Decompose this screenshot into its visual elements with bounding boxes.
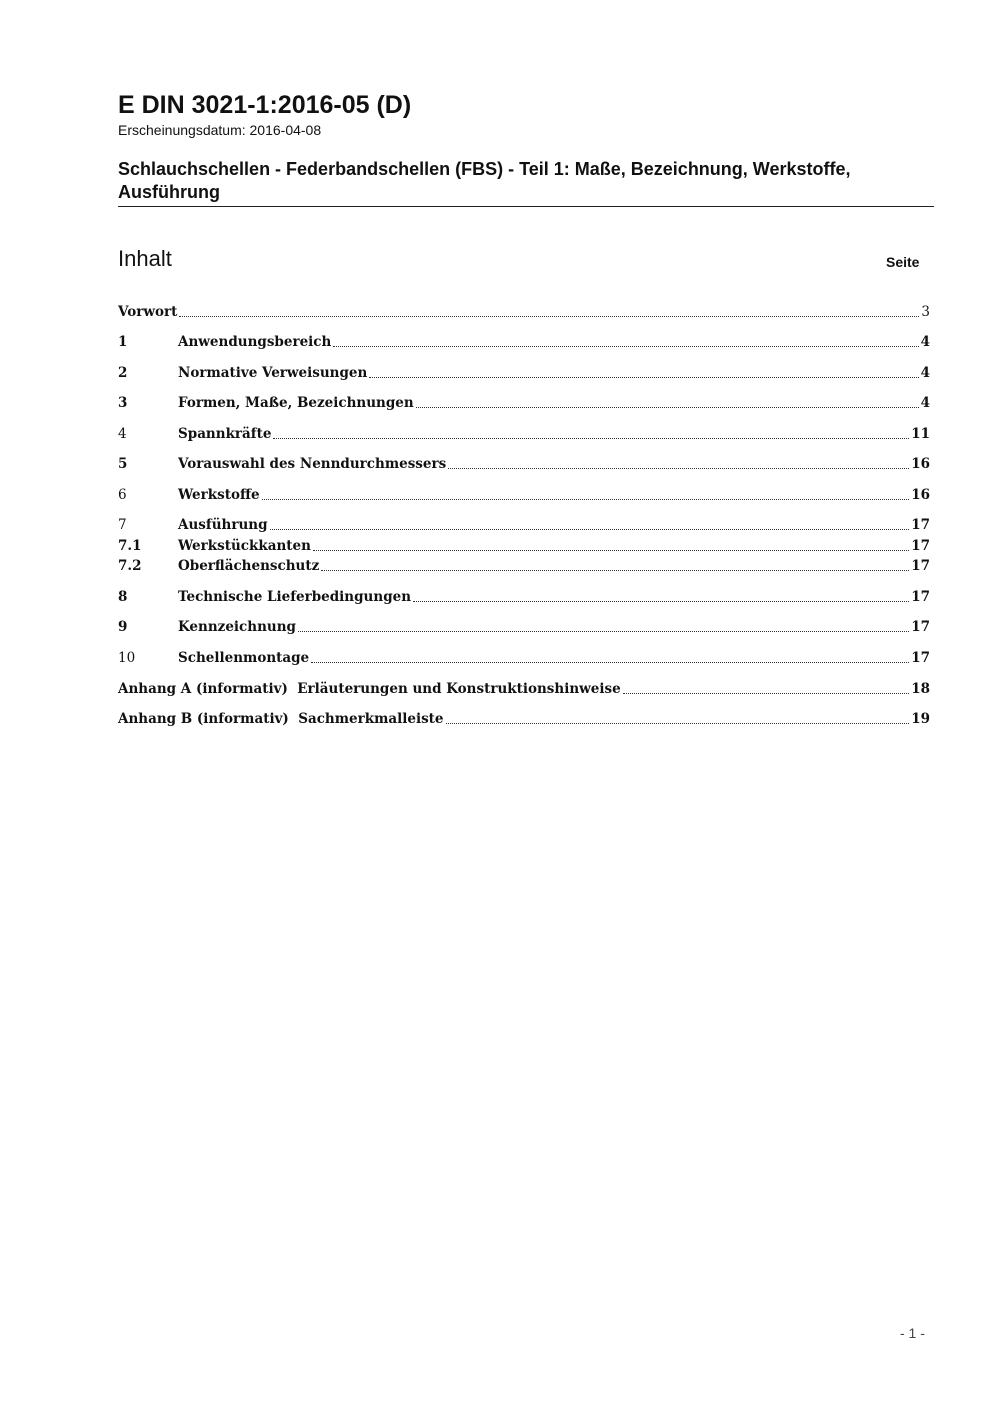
toc-entry-7-1[interactable]	[118, 536, 930, 556]
toc-entry-number: 6	[118, 487, 127, 503]
toc-entry-page: 4	[920, 334, 930, 350]
toc-entry-page: 4	[920, 365, 930, 381]
toc-entry-3[interactable]	[118, 393, 930, 413]
toc-leader-dots	[179, 316, 919, 317]
toc-entry-4[interactable]	[118, 424, 930, 444]
toc-entry-number: 10	[118, 650, 136, 666]
toc-leader-dots	[369, 377, 918, 378]
toc-entry-number: 8	[118, 589, 128, 605]
toc-entry-7-2[interactable]	[118, 556, 930, 576]
toc-entry-number: 3	[118, 395, 128, 411]
toc-entry-page: 16	[911, 456, 930, 472]
toc-entry-number: 9	[118, 619, 128, 635]
toc-page-column-label: Seite	[886, 254, 920, 270]
toc-leader-dots	[262, 499, 910, 500]
toc-entry-number: 1	[118, 334, 128, 350]
toc-leader-dots	[333, 346, 918, 347]
toc-entry-6[interactable]	[118, 485, 930, 505]
toc-entry-anhang-a[interactable]	[118, 679, 930, 699]
toc-entry-number: 4	[118, 426, 127, 442]
toc-entry-page: 16	[911, 487, 930, 503]
toc-entry-label: Schellenmontage	[178, 650, 310, 666]
toc-entry-9[interactable]	[118, 617, 930, 637]
toc-leader-dots	[623, 693, 910, 694]
toc-entry-page: 17	[911, 650, 930, 666]
annex-prefix: Anhang B (informativ)	[118, 711, 299, 727]
title-divider	[118, 206, 934, 207]
toc-entry-label: Normative Verweisungen	[178, 365, 368, 381]
footer-page-number: - 1 -	[900, 1325, 925, 1341]
toc-leader-dots	[446, 723, 910, 724]
toc-entry-label: Anhang B (informativ) Sachmerkmalleiste	[118, 711, 444, 727]
toc-entry-page: 4	[920, 395, 930, 411]
toc-entry-7[interactable]	[118, 515, 930, 535]
toc-entry-label: Werkstückkanten	[178, 538, 311, 554]
toc-entry-number: 7.1	[118, 538, 142, 554]
toc-leader-dots	[273, 438, 909, 439]
toc-entry-number: 2	[118, 365, 128, 381]
toc-leader-dots	[321, 570, 909, 571]
toc-entry-label: Oberflächenschutz	[178, 558, 320, 574]
toc-entry-page: 17	[911, 558, 930, 574]
toc-entry-label: Formen, Maße, Bezeichnungen	[178, 395, 414, 411]
toc-entry-label: Werkstoffe	[178, 487, 260, 503]
toc-leader-dots	[298, 631, 909, 632]
toc-heading: Inhalt	[118, 246, 172, 271]
toc-leader-dots	[311, 662, 909, 663]
toc-entry-2[interactable]	[118, 363, 930, 383]
toc-entry-label: Spannkräfte	[178, 426, 272, 442]
toc-entry-page: 17	[911, 589, 930, 605]
document-id: E DIN 3021-1:2016-05 (D)	[118, 91, 412, 119]
toc-leader-dots	[416, 407, 919, 408]
toc-entry-label: Vorauswahl des Nenndurchmessers	[178, 456, 447, 472]
toc-entry-label: Kennzeichnung	[178, 619, 296, 635]
toc-entry-8[interactable]	[118, 587, 930, 607]
toc-entry-number: 7	[118, 517, 127, 533]
toc-entry-10[interactable]	[118, 648, 930, 668]
toc-entry-anhang-b[interactable]	[118, 709, 930, 729]
annex-prefix: Anhang A (informativ)	[118, 681, 298, 697]
toc-entry-label: Technische Lieferbedingungen	[178, 589, 412, 605]
toc-entry-label: Anhang A (informativ) Erläuterungen und Konstruktionshinweise	[118, 681, 621, 697]
toc-entry-label: Vorwort	[118, 304, 178, 320]
toc-entry-label: Anwendungsbereich	[178, 334, 332, 350]
toc-entry-page: 18	[911, 681, 930, 697]
toc-entry-page: 11	[911, 426, 930, 442]
toc-entry-number: 7.2	[118, 558, 142, 574]
toc-entry-page: 3	[921, 304, 930, 320]
toc-entry-page: 17	[911, 538, 930, 554]
toc-entry-label: Ausführung	[178, 517, 268, 533]
toc-leader-dots	[270, 529, 910, 530]
toc-entry-page: 17	[911, 517, 930, 533]
publication-date: Erscheinungsdatum: 2016-04-08	[118, 122, 322, 138]
toc-entry-page: 19	[911, 711, 930, 727]
toc-entry-5[interactable]	[118, 454, 930, 474]
toc-leader-dots	[448, 468, 909, 469]
toc-leader-dots	[413, 601, 909, 602]
toc-entry-number: 5	[118, 456, 128, 472]
toc-entry-vorwort[interactable]	[118, 302, 930, 322]
toc-entry-1[interactable]	[118, 332, 930, 352]
toc-leader-dots	[313, 550, 909, 551]
document-title: Schlauchschellen - Federbandschellen (FBS) - Teil 1: Maße, Bezeichnung, Werkstoffe, Ausführung	[118, 159, 851, 202]
toc-entry-page: 17	[911, 619, 930, 635]
